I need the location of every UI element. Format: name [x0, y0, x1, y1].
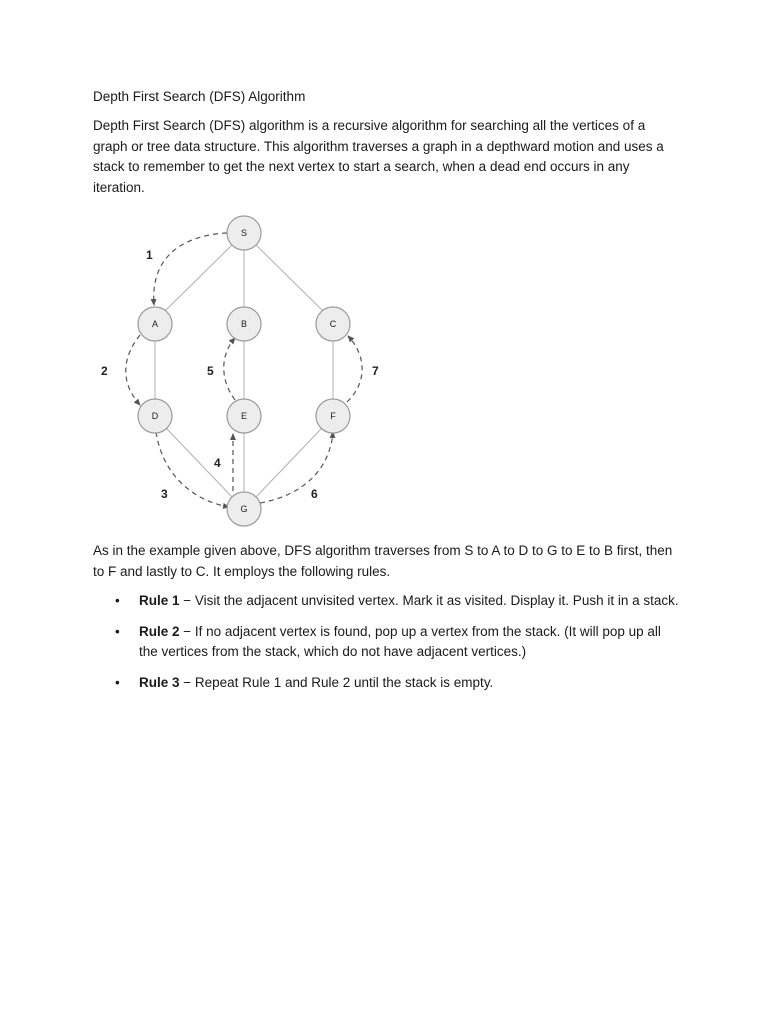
rule-name: Rule 1 [139, 593, 180, 608]
step-label-6: 6 [311, 487, 318, 501]
bullet-icon: • [115, 593, 120, 608]
node-f-label: F [330, 411, 336, 421]
rule-text: − If no adjacent vertex is found, pop up a vertex from the stack. (It will pop up all the vertices from the stack, which do not have adjacent vertices.) [139, 623, 661, 659]
example-paragraph: As in the example given above, DFS algorithm traverses from S to A to D to G to E to B first, then to F and lastly to C. It employs the following rules. [93, 543, 673, 579]
node-g-label: G [240, 504, 248, 514]
traversal-arrow-5 [224, 338, 235, 400]
node-b [227, 307, 261, 341]
traversal-arrow-2 [126, 335, 140, 405]
node-a-label: A [151, 319, 159, 329]
node-f [316, 399, 350, 433]
node-c-label: C [329, 319, 337, 329]
rule-name: Rule 2 [139, 623, 180, 639]
node-b-label: B [240, 319, 248, 329]
step-label-7: 7 [372, 364, 379, 378]
node-s-label: S [240, 228, 248, 238]
step-label-5: 5 [207, 364, 214, 378]
list-item [93, 673, 683, 694]
bullet-icon: • [115, 674, 120, 690]
node-e [227, 399, 261, 433]
rules-list [93, 591, 683, 703]
rule-text: − Visit the adjacent unvisited vertex. Mark it as visited. Display it. Push it in a stack. [179, 593, 679, 608]
node-d-label: D [151, 411, 159, 421]
bullet-icon: • [115, 623, 120, 639]
rule-text: − Repeat Rule 1 and Rule 2 until the stack is empty. [179, 674, 494, 690]
list-item [93, 591, 683, 612]
step-label-4: 4 [214, 456, 221, 470]
step-label-1: 1 [146, 248, 153, 262]
page-title: Depth First Search (DFS) Algorithm [93, 89, 306, 104]
step-label-3: 3 [161, 487, 168, 501]
edge-s-a [164, 242, 235, 312]
node-g [227, 492, 261, 526]
node-s [227, 216, 261, 250]
edge-s-c [253, 242, 324, 312]
node-a [138, 307, 172, 341]
intro-paragraph: Depth First Search (DFS) algorithm is a recursive algorithm for searching all the vertices of a graph or tree data structure. This algorithm traverses a graph in a depthward motion and uses a stack to remember to get the next vertex to start a search, when a dead end occurs in any iteration. [93, 118, 664, 195]
list-item [93, 622, 683, 663]
traversal-arrow-1 [154, 233, 227, 305]
node-e-label: E [240, 411, 248, 421]
edge-d-g [166, 428, 232, 497]
step-label-2: 2 [101, 364, 108, 378]
node-d [138, 399, 172, 433]
rule-name: Rule 3 [139, 674, 180, 690]
dfs-graph-diagram [90, 210, 400, 530]
node-c [316, 307, 350, 341]
traversal-arrow-6 [260, 432, 333, 503]
traversal-arrow-7 [347, 336, 362, 402]
